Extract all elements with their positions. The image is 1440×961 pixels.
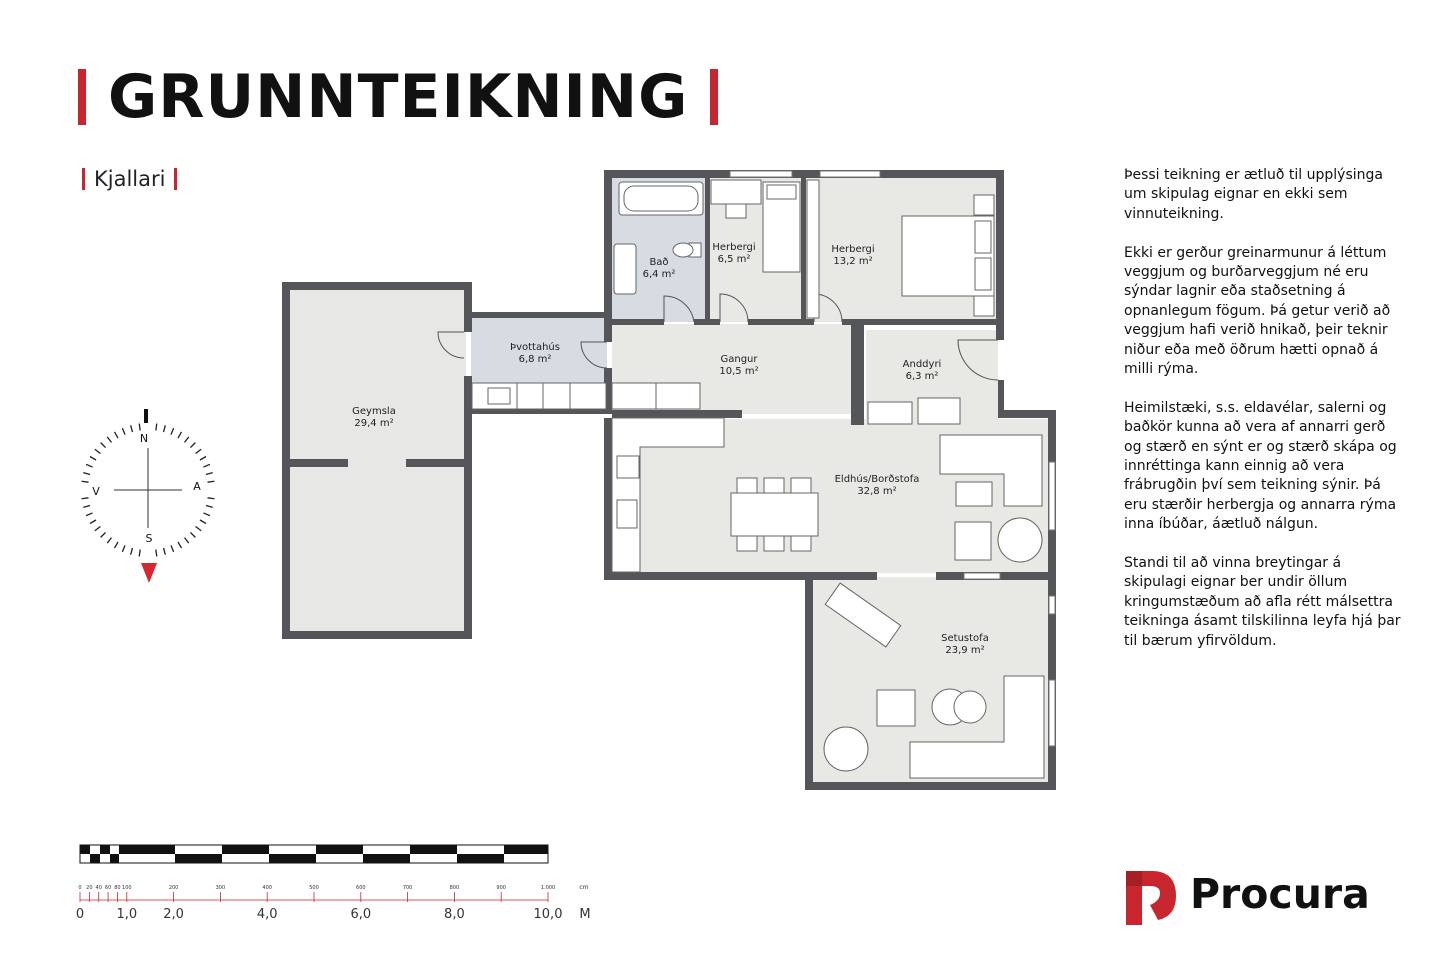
pillow-icon bbox=[767, 185, 796, 199]
compass-v: V bbox=[92, 485, 100, 498]
scale-cell bbox=[128, 845, 175, 854]
scale-m-label: 4,0 bbox=[256, 907, 278, 922]
compass-tick bbox=[190, 532, 195, 537]
room-area-herbergi1: 6,5 m² bbox=[717, 254, 751, 265]
scale-cm-label: 0 bbox=[78, 885, 82, 891]
scale-cell bbox=[119, 845, 128, 854]
compass-tick bbox=[196, 449, 202, 453]
chair-icon bbox=[791, 536, 811, 551]
compass-tick bbox=[200, 520, 206, 524]
compass-tick bbox=[178, 542, 182, 548]
scale-cm-label: 80 bbox=[114, 885, 121, 891]
armchair-icon bbox=[955, 522, 991, 560]
scale-cm-label: 600 bbox=[356, 885, 366, 891]
compass-tick bbox=[196, 527, 202, 531]
room-area-gangur: 10,5 m² bbox=[719, 366, 759, 377]
room-name-herbergi1: Herbergi bbox=[712, 242, 756, 253]
compass-tick bbox=[139, 549, 140, 556]
chair-icon bbox=[737, 478, 757, 493]
scale-cm-label: 60 bbox=[104, 885, 112, 891]
compass-tick bbox=[86, 513, 92, 516]
compass-tick bbox=[200, 457, 206, 461]
wall bbox=[406, 459, 466, 467]
room-area-thvottahus: 6,8 m² bbox=[518, 354, 552, 365]
compass-tick bbox=[185, 437, 189, 443]
wall bbox=[842, 319, 1004, 325]
scale-cell bbox=[90, 854, 100, 863]
window bbox=[1049, 596, 1055, 614]
wall bbox=[604, 170, 1004, 178]
scale-cell bbox=[269, 854, 316, 863]
wardrobe-icon bbox=[807, 180, 819, 318]
armchair-icon bbox=[877, 690, 915, 726]
compass-arrow-icon bbox=[141, 563, 157, 583]
room-name-thvottahus: Þvottahús bbox=[510, 342, 560, 353]
compass-tick bbox=[90, 520, 96, 524]
wall bbox=[604, 418, 612, 580]
compass-tick bbox=[115, 542, 119, 548]
compass-a: A bbox=[193, 480, 201, 493]
brand-name: Procura bbox=[1190, 870, 1370, 918]
compass-tick bbox=[95, 449, 101, 453]
entry-bench-icon bbox=[918, 398, 960, 424]
side-table-icon bbox=[954, 691, 986, 723]
room-area-anddyri: 6,3 m² bbox=[905, 371, 939, 382]
wall bbox=[464, 376, 472, 639]
sink-icon bbox=[614, 244, 636, 294]
scale-cm-label: 400 bbox=[262, 885, 272, 891]
scale-m-label: 0 bbox=[75, 907, 85, 922]
compass-tick bbox=[203, 464, 209, 467]
page-title: GRUNNTEIKNING bbox=[108, 62, 689, 132]
compass-tick bbox=[86, 464, 92, 467]
compass-tick bbox=[190, 443, 195, 448]
note-paragraph: Standi til að vinna breytingar á skipulagi eignar ber undir öllum kringumstæðum að afla rétt málsettra teikninga ásamt tilskilinna leyfa hjá þar til bærum yfirvöldum. bbox=[1124, 555, 1401, 649]
wall bbox=[464, 312, 612, 318]
room-name-gangur: Gangur bbox=[720, 354, 758, 365]
compass-tick bbox=[82, 481, 89, 482]
compass-tick bbox=[131, 548, 133, 555]
pillow-icon bbox=[975, 221, 991, 253]
compass-tick bbox=[107, 437, 111, 443]
wall bbox=[282, 282, 290, 639]
room-name-anddyri: Anddyri bbox=[902, 359, 942, 370]
compass-s: S bbox=[145, 532, 153, 545]
compass-tick bbox=[203, 513, 209, 516]
scale-cm-label: 20 bbox=[86, 885, 93, 891]
wall bbox=[282, 282, 471, 290]
compass-tick bbox=[122, 428, 125, 434]
room-name-herbergi2: Herbergi bbox=[831, 244, 875, 255]
dining-table-icon bbox=[731, 493, 818, 536]
scale-m-label: 6,0 bbox=[350, 907, 372, 922]
wall bbox=[805, 572, 813, 790]
compass-tick bbox=[178, 432, 182, 438]
scale-cm-label: 800 bbox=[449, 885, 460, 891]
floor-label: Kjallari bbox=[94, 167, 166, 191]
room-name-setustofa: Setustofa bbox=[941, 633, 989, 644]
scale-m-label: 10,0 bbox=[533, 907, 563, 922]
wall bbox=[748, 319, 814, 325]
wall bbox=[998, 380, 1004, 413]
scale-cell bbox=[222, 845, 269, 854]
room-name-geymsla: Geymsla bbox=[352, 406, 396, 417]
nightstand-icon bbox=[974, 296, 994, 316]
note-paragraph: Þessi teikning er ætluð til upplýsinga um skipulag eignar en ekki sem vinnuteikning. bbox=[1124, 167, 1383, 222]
scale-cm-label: 300 bbox=[215, 885, 226, 891]
wall bbox=[612, 319, 664, 325]
wall bbox=[805, 782, 1056, 790]
disclaimer-notes bbox=[1124, 166, 1404, 671]
compass-tick bbox=[156, 424, 157, 431]
note-paragraph: Heimilstæki, s.s. eldavélar, salerni og baðkör kunna að vera af annarri gerð og stærð en sýnt er og stærð skápa og innréttinga kann einnig að vera frábrugðin því sem teikning sýnir. Þá eru stærðir herbergja og annarra rýma inna íbúðar, áætluð nálgun. bbox=[1124, 399, 1397, 533]
scale-cm-label: 200 bbox=[168, 885, 179, 891]
scale-m-label: 8,0 bbox=[444, 907, 465, 922]
scale-cell bbox=[504, 845, 548, 854]
wall bbox=[464, 282, 472, 332]
toilet-icon bbox=[673, 243, 693, 257]
window bbox=[730, 171, 792, 177]
note-paragraph: Ekki er gerður greinarmunur á léttum veggjum og burðarveggjum né eru sýndar lagnir eða staðsetning á opnanlegum fögum. Þá getur verið að veggjum hafi verið hnikað, þeir teknir niður eða með öðrum hætti opnað á milli rýma. bbox=[1124, 244, 1391, 378]
window bbox=[1049, 680, 1055, 746]
compass-n: N bbox=[139, 432, 149, 445]
scale-cell bbox=[100, 845, 110, 854]
room-area-setustofa: 23,9 m² bbox=[945, 645, 985, 656]
chair-icon bbox=[737, 536, 757, 551]
round-table-icon bbox=[824, 727, 868, 771]
compass-tick bbox=[115, 432, 119, 438]
compass-tick bbox=[107, 538, 111, 544]
wall bbox=[851, 325, 864, 425]
scale-bar bbox=[76, 845, 591, 922]
compass-tick bbox=[156, 549, 157, 556]
scale-cell bbox=[80, 845, 90, 854]
scale-cell bbox=[363, 854, 410, 863]
scale-cell bbox=[457, 854, 504, 863]
compass-tick bbox=[185, 538, 189, 544]
compass-tick bbox=[207, 481, 214, 482]
scale-cm-ticks bbox=[78, 885, 555, 902]
compass-tick bbox=[164, 548, 166, 555]
scale-cell bbox=[316, 845, 363, 854]
room-area-eldhus: 32,8 m² bbox=[857, 486, 897, 497]
wall bbox=[694, 319, 720, 325]
scale-cm-label: 500 bbox=[309, 885, 319, 891]
compass-tick bbox=[90, 457, 96, 461]
compass-tick bbox=[207, 498, 214, 499]
shoe-cabinet-icon bbox=[868, 402, 912, 424]
chair-icon bbox=[764, 536, 784, 551]
room-area-bad: 6,4 m² bbox=[642, 269, 676, 280]
compass-tick bbox=[206, 506, 213, 508]
compass-tick bbox=[139, 424, 140, 431]
compass-tick bbox=[164, 425, 166, 432]
scale-cm-unit: cm bbox=[579, 884, 589, 891]
wall bbox=[290, 459, 348, 467]
compass-tick bbox=[82, 498, 89, 499]
scale-cell bbox=[410, 845, 457, 854]
desk-icon bbox=[711, 180, 761, 204]
compass-icon bbox=[82, 409, 215, 583]
compass-north-tick bbox=[144, 409, 148, 423]
compass-tick bbox=[101, 443, 106, 448]
wall bbox=[996, 170, 1004, 340]
chair-icon bbox=[764, 478, 784, 493]
compass-tick bbox=[206, 473, 213, 475]
scale-cm-label: 700 bbox=[402, 885, 413, 891]
compass-tick bbox=[122, 545, 125, 551]
scale-m-unit: M bbox=[579, 907, 591, 922]
room-area-geymsla: 29,4 m² bbox=[354, 418, 394, 429]
round-table-icon bbox=[998, 518, 1042, 562]
window bbox=[1049, 462, 1055, 530]
scale-m-label: 2,0 bbox=[163, 907, 184, 922]
brand-logo bbox=[1124, 868, 1374, 928]
compass-tick bbox=[171, 428, 174, 434]
bathtub-inner bbox=[624, 186, 698, 211]
compass-tick bbox=[83, 506, 90, 508]
nightstand-icon bbox=[974, 195, 994, 215]
scale-cell bbox=[110, 854, 119, 863]
kitchen-sink-icon bbox=[617, 500, 637, 528]
room-name-eldhus: Eldhús/Borðstofa bbox=[834, 474, 920, 485]
compass-tick bbox=[101, 532, 106, 537]
scale-cm-label: 1.000 bbox=[540, 885, 556, 891]
scale-cm-label: 40 bbox=[95, 885, 102, 891]
chair-icon bbox=[791, 478, 811, 493]
window bbox=[964, 573, 1000, 579]
wall bbox=[612, 410, 742, 418]
scale-m-ticks bbox=[76, 907, 563, 922]
chair-icon bbox=[726, 204, 746, 218]
compass-tick bbox=[95, 527, 101, 531]
scale-cm-label: 900 bbox=[496, 885, 506, 891]
compass-tick bbox=[83, 473, 90, 475]
compass-tick bbox=[131, 425, 133, 432]
scale-m-label: 1,0 bbox=[116, 907, 138, 922]
wall bbox=[282, 631, 472, 639]
stove-icon bbox=[617, 456, 639, 478]
wall bbox=[998, 410, 1056, 418]
laundry-sink-icon bbox=[488, 388, 510, 404]
wall bbox=[604, 572, 877, 580]
compass-tick bbox=[171, 545, 174, 551]
wall bbox=[705, 178, 710, 322]
room-name-bad: Bað bbox=[649, 257, 669, 268]
wall bbox=[604, 170, 612, 342]
window bbox=[820, 171, 880, 177]
pillow-icon bbox=[975, 258, 991, 290]
room-area-herbergi2: 13,2 m² bbox=[833, 256, 873, 267]
scale-cm-label: 100 bbox=[122, 885, 132, 891]
scale-cell bbox=[175, 854, 222, 863]
coffee-table-icon bbox=[956, 482, 992, 506]
wall bbox=[801, 178, 806, 322]
